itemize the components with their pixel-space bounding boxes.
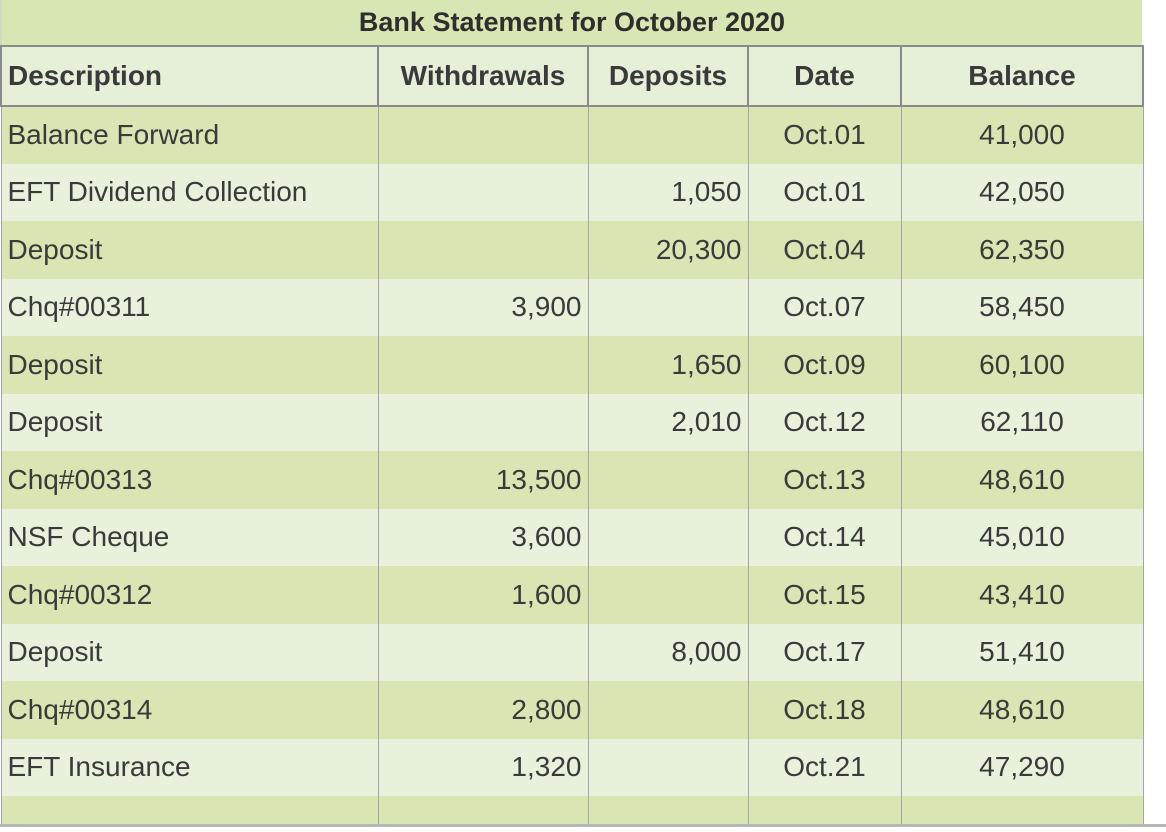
table-row — [1, 739, 1143, 797]
table-row — [1, 566, 1143, 624]
column-header-balance: Balance — [901, 46, 1143, 106]
cell-date: Oct.14 — [748, 509, 901, 567]
cell-date: Oct.17 — [748, 624, 901, 682]
cell-withdrawals — [378, 164, 588, 222]
cell-date: Oct.09 — [748, 336, 901, 394]
cell-balance: 42,050 — [901, 164, 1143, 222]
cell-withdrawals: 1,320 — [378, 739, 588, 797]
table-row — [1, 336, 1143, 394]
cell-deposits — [588, 279, 748, 337]
cell-deposits — [588, 509, 748, 567]
cell-withdrawals: 1,600 — [378, 566, 588, 624]
cell-deposits — [588, 451, 748, 509]
cell-withdrawals — [378, 624, 588, 682]
cell-date: Oct.18 — [748, 681, 901, 739]
statement-rows — [1, 106, 1143, 832]
cell-description: Chq#00311 — [1, 279, 378, 337]
cell-deposits — [588, 106, 748, 164]
cell-deposits: 1,050 — [588, 164, 748, 222]
cell-withdrawals: 3,600 — [378, 509, 588, 567]
table-row — [1, 164, 1143, 222]
cell-date: Oct.07 — [748, 279, 901, 337]
cell-description: Chq#00314 — [1, 681, 378, 739]
cell-balance: 41,000 — [901, 106, 1143, 164]
cell-date: Oct.12 — [748, 394, 901, 452]
cell-balance: 62,110 — [901, 394, 1143, 452]
cell-description: Balance Forward — [1, 106, 378, 164]
cell-balance: 45,010 — [901, 509, 1143, 567]
cell-deposits: 8,000 — [588, 624, 748, 682]
cell-description: EFT Insurance — [1, 739, 378, 797]
cell-description: Deposit — [1, 336, 378, 394]
cell-description: Chq#00313 — [1, 451, 378, 509]
table-row — [1, 221, 1143, 279]
table-row — [1, 394, 1143, 452]
cell-description: Deposit — [1, 221, 378, 279]
bottom-margin — [0, 827, 1166, 832]
cell-deposits — [588, 681, 748, 739]
column-header-date: Date — [748, 46, 901, 106]
cell-deposits: 1,650 — [588, 336, 748, 394]
cell-withdrawals — [378, 336, 588, 394]
cell-withdrawals: 2,800 — [378, 681, 588, 739]
cell-description: Deposit — [1, 624, 378, 682]
cell-withdrawals — [378, 394, 588, 452]
cell-withdrawals: 13,500 — [378, 451, 588, 509]
cell-date: Oct.04 — [748, 221, 901, 279]
column-header-deposits: Deposits — [588, 46, 748, 106]
cell-balance: 48,610 — [901, 451, 1143, 509]
cell-deposits: 2,010 — [588, 394, 748, 452]
table-row — [1, 624, 1143, 682]
cell-date: Oct.13 — [748, 451, 901, 509]
cell-balance: 43,410 — [901, 566, 1143, 624]
cell-date: Oct.15 — [748, 566, 901, 624]
table-row — [1, 279, 1143, 337]
cell-balance: 58,450 — [901, 279, 1143, 337]
cell-withdrawals — [378, 106, 588, 164]
cell-description: NSF Cheque — [1, 509, 378, 567]
cell-description: EFT Dividend Collection — [1, 164, 378, 222]
cell-deposits: 20,300 — [588, 221, 748, 279]
cell-date: Oct.21 — [748, 739, 901, 797]
cell-description: Chq#00312 — [1, 566, 378, 624]
statement-title: Bank Statement for October 2020 — [0, 0, 1142, 45]
table-row — [1, 681, 1143, 739]
cell-balance: 48,610 — [901, 681, 1143, 739]
cell-withdrawals — [378, 221, 588, 279]
cell-balance: 62,350 — [901, 221, 1143, 279]
cell-balance: 51,410 — [901, 624, 1143, 682]
cell-deposits — [588, 739, 748, 797]
header-row — [1, 46, 1143, 106]
column-header-withdrawals: Withdrawals — [378, 46, 588, 106]
column-header-description: Description — [1, 46, 378, 106]
statement-table — [0, 45, 1144, 832]
table-row — [1, 106, 1143, 164]
cell-date: Oct.01 — [748, 106, 901, 164]
cell-date: Oct.01 — [748, 164, 901, 222]
cell-deposits — [588, 566, 748, 624]
table-row — [1, 509, 1143, 567]
cell-withdrawals: 3,900 — [378, 279, 588, 337]
cell-balance: 60,100 — [901, 336, 1143, 394]
table-row — [1, 451, 1143, 509]
cell-description: Deposit — [1, 394, 378, 452]
cell-balance: 47,290 — [901, 739, 1143, 797]
